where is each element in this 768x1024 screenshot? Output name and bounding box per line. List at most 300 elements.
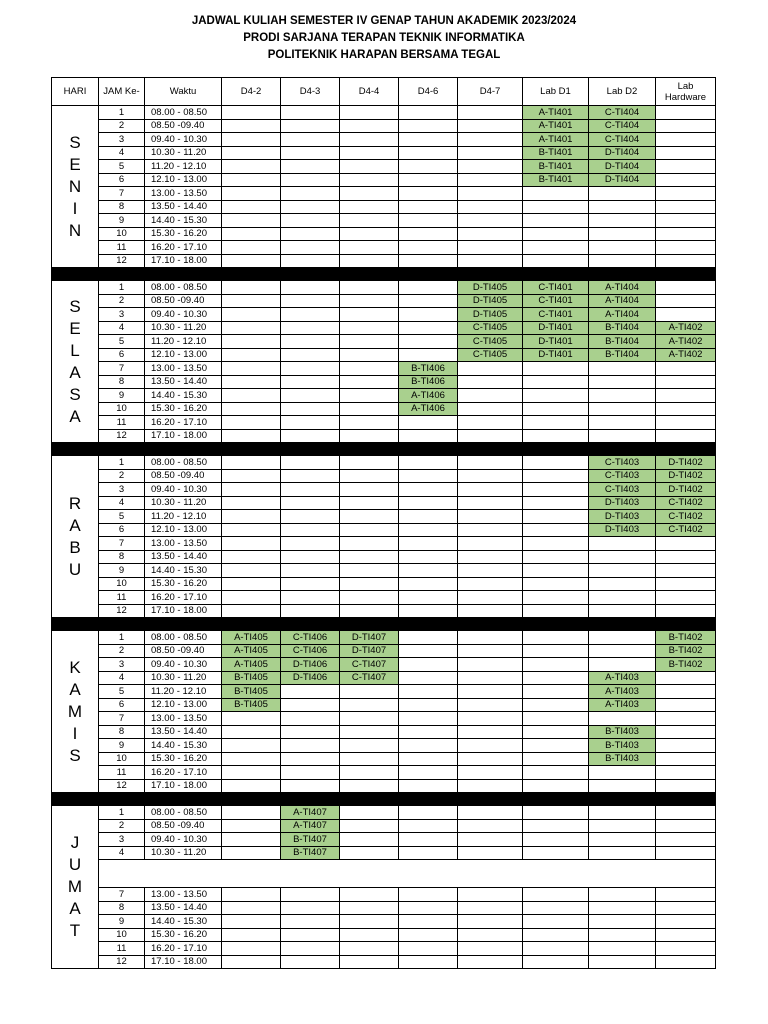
- waktu-cell: 10.30 - 11.20: [145, 146, 222, 160]
- schedule-cell: B-TI402: [656, 658, 716, 672]
- table-row: [52, 766, 716, 780]
- waktu-cell: 13.00 - 13.50: [145, 888, 222, 902]
- schedule-cell: [656, 846, 716, 860]
- day-letter: U: [68, 559, 82, 579]
- schedule-cell: [399, 819, 458, 833]
- waktu-cell: 15.30 - 16.20: [145, 752, 222, 766]
- jam-cell: 9: [99, 739, 145, 753]
- schedule-cell: [281, 241, 340, 255]
- schedule-cell: A-TI404: [589, 294, 656, 308]
- schedule-cell: [589, 214, 656, 228]
- schedule-cell: C-TI403: [589, 483, 656, 497]
- jam-cell: 5: [99, 335, 145, 349]
- schedule-cell: [281, 942, 340, 956]
- day-letter: M: [67, 701, 83, 721]
- schedule-cell: [222, 510, 281, 524]
- day-letter: N: [68, 220, 82, 240]
- schedule-cell: [458, 389, 523, 403]
- schedule-cell: [656, 698, 716, 712]
- schedule-cell: [656, 146, 716, 160]
- jam-cell: 7: [99, 888, 145, 902]
- col-header-lab-d1: Lab D1: [523, 78, 589, 106]
- table-row: [52, 321, 716, 335]
- schedule-cell: [523, 604, 589, 618]
- schedule-cell: [281, 779, 340, 793]
- schedule-cell: [656, 429, 716, 443]
- day-letter: N: [68, 176, 82, 196]
- schedule-cell: [589, 200, 656, 214]
- schedule-cell: C-TI404: [589, 106, 656, 120]
- schedule-cell: [458, 901, 523, 915]
- table-row: [52, 106, 716, 120]
- schedule-cell: [523, 389, 589, 403]
- schedule-cell: [399, 173, 458, 187]
- schedule-cell: [656, 160, 716, 174]
- schedule-cell: [656, 888, 716, 902]
- jam-cell: 10: [99, 577, 145, 591]
- schedule-cell: [222, 146, 281, 160]
- jam-cell: 11: [99, 766, 145, 780]
- col-header-lab-d2: Lab D2: [589, 78, 656, 106]
- schedule-cell: [523, 846, 589, 860]
- schedule-cell: [281, 402, 340, 416]
- waktu-cell: 16.20 - 17.10: [145, 416, 222, 430]
- schedule-cell: B-TI403: [589, 725, 656, 739]
- schedule-cell: [458, 537, 523, 551]
- schedule-cell: [399, 942, 458, 956]
- jam-cell: 5: [99, 510, 145, 524]
- schedule-cell: [399, 685, 458, 699]
- schedule-cell: [281, 955, 340, 969]
- schedule-cell: [340, 523, 399, 537]
- jam-cell: 8: [99, 550, 145, 564]
- schedule-cell: [281, 523, 340, 537]
- waktu-cell: 16.20 - 17.10: [145, 241, 222, 255]
- schedule-cell: [222, 496, 281, 510]
- day-cell-kamis: [52, 631, 99, 793]
- day-letter: E: [69, 318, 81, 338]
- day-letter: S: [69, 132, 81, 152]
- schedule-cell: [222, 254, 281, 268]
- schedule-cell: [458, 888, 523, 902]
- schedule-cell: [589, 658, 656, 672]
- schedule-cell: [281, 469, 340, 483]
- schedule-cell: [399, 335, 458, 349]
- schedule-cell: [281, 752, 340, 766]
- schedule-cell: [589, 915, 656, 929]
- schedule-cell: [222, 200, 281, 214]
- day-letter: S: [69, 296, 81, 316]
- jam-cell: 1: [99, 281, 145, 295]
- schedule-cell: [399, 915, 458, 929]
- institution-title: POLITEKNIK HARAPAN BERSAMA TEGAL: [267, 49, 501, 61]
- schedule-cell: [222, 725, 281, 739]
- schedule-cell: [281, 308, 340, 322]
- schedule-cell: [340, 766, 399, 780]
- jam-cell: 12: [99, 779, 145, 793]
- schedule-cell: [523, 955, 589, 969]
- schedule-cell: [281, 133, 340, 147]
- schedule-cell: [340, 510, 399, 524]
- schedule-cell: [281, 577, 340, 591]
- schedule-cell: D-TI402: [656, 469, 716, 483]
- empty-gap: [99, 860, 716, 888]
- schedule-cell: [340, 955, 399, 969]
- jam-cell: 12: [99, 955, 145, 969]
- schedule-cell: [399, 429, 458, 443]
- schedule-cell: C-TI405: [458, 348, 523, 362]
- schedule-cell: [222, 537, 281, 551]
- schedule-cell: D-TI406: [281, 658, 340, 672]
- schedule-cell: [281, 888, 340, 902]
- schedule-cell: B-TI404: [589, 348, 656, 362]
- schedule-cell: [340, 685, 399, 699]
- waktu-cell: 08.50 -09.40: [145, 644, 222, 658]
- schedule-cell: [458, 631, 523, 645]
- schedule-cell: [523, 806, 589, 820]
- schedule-cell: [656, 779, 716, 793]
- waktu-cell: 09.40 - 10.30: [145, 133, 222, 147]
- schedule-cell: [399, 106, 458, 120]
- separator-bar: [52, 268, 716, 281]
- schedule-cell: [222, 119, 281, 133]
- schedule-cell: [399, 752, 458, 766]
- schedule-cell: [222, 888, 281, 902]
- schedule-cell: [656, 375, 716, 389]
- schedule-cell: [340, 335, 399, 349]
- table-row: [52, 510, 716, 524]
- schedule-cell: [399, 888, 458, 902]
- table-row: [52, 483, 716, 497]
- schedule-cell: [281, 928, 340, 942]
- waktu-cell: 12.10 - 13.00: [145, 523, 222, 537]
- table-row: [52, 429, 716, 443]
- schedule-cell: [281, 604, 340, 618]
- schedule-cell: [399, 281, 458, 295]
- jam-cell: 3: [99, 658, 145, 672]
- jam-cell: 7: [99, 362, 145, 376]
- schedule-cell: C-TI405: [458, 335, 523, 349]
- schedule-cell: [589, 955, 656, 969]
- schedule-cell: [340, 294, 399, 308]
- schedule-cell: B-TI405: [222, 671, 281, 685]
- schedule-cell: [222, 281, 281, 295]
- schedule-cell: [340, 187, 399, 201]
- schedule-cell: [589, 644, 656, 658]
- schedule-cell: [340, 915, 399, 929]
- schedule-cell: A-TI407: [281, 806, 340, 820]
- schedule-cell: [656, 241, 716, 255]
- schedule-cell: [399, 133, 458, 147]
- schedule-cell: [222, 416, 281, 430]
- schedule-cell: [458, 375, 523, 389]
- header-row: [52, 78, 716, 106]
- schedule-cell: [222, 187, 281, 201]
- schedule-cell: [281, 564, 340, 578]
- schedule-cell: B-TI401: [523, 146, 589, 160]
- waktu-cell: 08.00 - 08.50: [145, 456, 222, 470]
- schedule-cell: [458, 766, 523, 780]
- schedule-cell: [656, 389, 716, 403]
- schedule-cell: [458, 846, 523, 860]
- schedule-cell: [458, 955, 523, 969]
- jam-cell: 12: [99, 604, 145, 618]
- schedule-cell: C-TI402: [656, 523, 716, 537]
- schedule-cell: [340, 564, 399, 578]
- waktu-cell: 14.40 - 15.30: [145, 564, 222, 578]
- schedule-cell: [589, 928, 656, 942]
- schedule-cell: [340, 429, 399, 443]
- day-cell-selasa: [52, 281, 99, 443]
- table-row: [52, 200, 716, 214]
- schedule-cell: [340, 254, 399, 268]
- schedule-cell: [523, 416, 589, 430]
- schedule-cell: [340, 200, 399, 214]
- schedule-cell: [340, 241, 399, 255]
- schedule-cell: [458, 429, 523, 443]
- schedule-cell: [589, 241, 656, 255]
- schedule-cell: [458, 416, 523, 430]
- schedule-cell: D-TI405: [458, 308, 523, 322]
- schedule-cell: [281, 294, 340, 308]
- schedule-cell: [399, 846, 458, 860]
- schedule-cell: C-TI407: [340, 671, 399, 685]
- schedule-cell: [340, 698, 399, 712]
- col-header-jam: JAM Ke-: [99, 78, 145, 106]
- schedule-cell: [458, 173, 523, 187]
- schedule-cell: [281, 348, 340, 362]
- jam-cell: 10: [99, 928, 145, 942]
- schedule-cell: B-TI402: [656, 644, 716, 658]
- schedule-cell: [458, 564, 523, 578]
- schedule-cell: [281, 698, 340, 712]
- table-row: [52, 685, 716, 699]
- schedule-cell: [523, 510, 589, 524]
- schedule-cell: [458, 483, 523, 497]
- schedule-cell: [656, 901, 716, 915]
- schedule-cell: B-TI403: [589, 752, 656, 766]
- schedule-cell: [399, 321, 458, 335]
- jam-cell: 5: [99, 160, 145, 174]
- jam-cell: 9: [99, 564, 145, 578]
- schedule-cell: [656, 955, 716, 969]
- schedule-cell: [340, 214, 399, 228]
- jam-cell: 4: [99, 146, 145, 160]
- day-letter: I: [72, 198, 78, 218]
- schedule-cell: [458, 550, 523, 564]
- waktu-cell: 17.10 - 18.00: [145, 604, 222, 618]
- table-row: [52, 389, 716, 403]
- schedule-cell: B-TI404: [589, 335, 656, 349]
- separator-bar: [52, 443, 716, 456]
- schedule-cell: [458, 496, 523, 510]
- schedule-cell: [589, 846, 656, 860]
- schedule-cell: [281, 200, 340, 214]
- schedule-cell: [281, 766, 340, 780]
- schedule-cell: [281, 591, 340, 605]
- schedule-cell: [589, 550, 656, 564]
- table-row: [52, 725, 716, 739]
- waktu-cell: 13.00 - 13.50: [145, 537, 222, 551]
- schedule-cell: [523, 725, 589, 739]
- schedule-cell: [340, 725, 399, 739]
- schedule-cell: D-TI407: [340, 644, 399, 658]
- schedule-cell: [399, 577, 458, 591]
- jam-cell: 2: [99, 119, 145, 133]
- schedule-cell: [222, 819, 281, 833]
- jam-cell: 1: [99, 806, 145, 820]
- schedule-cell: [458, 725, 523, 739]
- schedule-cell: [589, 888, 656, 902]
- schedule-cell: [589, 631, 656, 645]
- table-row: [52, 901, 716, 915]
- schedule-cell: C-TI403: [589, 469, 656, 483]
- schedule-cell: [340, 483, 399, 497]
- schedule-cell: [281, 214, 340, 228]
- schedule-cell: [222, 375, 281, 389]
- table-row: [52, 819, 716, 833]
- schedule-cell: [589, 254, 656, 268]
- waktu-cell: 17.10 - 18.00: [145, 955, 222, 969]
- table-row: [52, 308, 716, 322]
- schedule-cell: [399, 456, 458, 470]
- table-row: [52, 227, 716, 241]
- schedule-cell: [222, 335, 281, 349]
- schedule-cell: [281, 321, 340, 335]
- schedule-table: [51, 77, 716, 969]
- schedule-cell: B-TI406: [399, 375, 458, 389]
- table-row: [52, 402, 716, 416]
- schedule-cell: [656, 550, 716, 564]
- day-name: [52, 281, 98, 442]
- schedule-cell: A-TI405: [222, 658, 281, 672]
- schedule-cell: [399, 604, 458, 618]
- table-row: [52, 752, 716, 766]
- schedule-cell: [340, 227, 399, 241]
- schedule-cell: [281, 119, 340, 133]
- schedule-cell: D-TI401: [523, 348, 589, 362]
- schedule-cell: B-TI407: [281, 833, 340, 847]
- schedule-cell: [399, 200, 458, 214]
- schedule-cell: A-TI403: [589, 685, 656, 699]
- schedule-cell: [281, 254, 340, 268]
- schedule-cell: [340, 321, 399, 335]
- jam-cell: 6: [99, 348, 145, 362]
- schedule-cell: [399, 550, 458, 564]
- table-row: [52, 119, 716, 133]
- schedule-cell: [222, 241, 281, 255]
- schedule-cell: [589, 766, 656, 780]
- schedule-cell: [340, 942, 399, 956]
- schedule-cell: [399, 658, 458, 672]
- table-row: [52, 348, 716, 362]
- schedule-cell: [523, 241, 589, 255]
- day-letter: J: [70, 833, 80, 852]
- schedule-cell: [458, 685, 523, 699]
- schedule-cell: [589, 819, 656, 833]
- schedule-cell: [399, 712, 458, 726]
- schedule-cell: [523, 402, 589, 416]
- schedule-cell: [399, 698, 458, 712]
- schedule-cell: [222, 955, 281, 969]
- table-row: [52, 416, 716, 430]
- schedule-cell: [458, 523, 523, 537]
- schedule-cell: [656, 806, 716, 820]
- col-header-lab-hardware: Lab Hardware: [656, 78, 716, 106]
- table-row: [52, 591, 716, 605]
- schedule-cell: A-TI402: [656, 321, 716, 335]
- schedule-cell: [340, 146, 399, 160]
- jam-cell: 1: [99, 631, 145, 645]
- schedule-cell: [281, 160, 340, 174]
- jam-cell: 3: [99, 308, 145, 322]
- schedule-cell: [399, 766, 458, 780]
- schedule-cell: [222, 752, 281, 766]
- jam-cell: 9: [99, 214, 145, 228]
- schedule-cell: [523, 752, 589, 766]
- schedule-cell: [656, 564, 716, 578]
- schedule-cell: [281, 106, 340, 120]
- schedule-cell: [656, 819, 716, 833]
- schedule-cell: [399, 483, 458, 497]
- table-row: [52, 362, 716, 376]
- schedule-cell: [222, 483, 281, 497]
- schedule-cell: [523, 712, 589, 726]
- schedule-cell: [399, 214, 458, 228]
- schedule-cell: [399, 294, 458, 308]
- schedule-cell: A-TI401: [523, 106, 589, 120]
- schedule-cell: [458, 362, 523, 376]
- schedule-cell: [458, 915, 523, 929]
- schedule-cell: [656, 671, 716, 685]
- col-header-d4-3: D4-3: [281, 78, 340, 106]
- table-row: [52, 456, 716, 470]
- schedule-cell: [523, 671, 589, 685]
- schedule-cell: [656, 725, 716, 739]
- schedule-cell: [458, 671, 523, 685]
- table-row: [52, 739, 716, 753]
- schedule-cell: A-TI402: [656, 335, 716, 349]
- schedule-cell: B-TI406: [399, 362, 458, 376]
- schedule-cell: [340, 496, 399, 510]
- day-letter: R: [68, 493, 82, 513]
- schedule-cell: [340, 846, 399, 860]
- waktu-cell: 08.00 - 08.50: [145, 806, 222, 820]
- waktu-cell: 13.50 - 14.40: [145, 901, 222, 915]
- jam-cell: 12: [99, 254, 145, 268]
- table-row: [52, 294, 716, 308]
- waktu-cell: 13.50 - 14.40: [145, 725, 222, 739]
- schedule-cell: [523, 214, 589, 228]
- schedule-cell: B-TI402: [656, 631, 716, 645]
- waktu-cell: 17.10 - 18.00: [145, 254, 222, 268]
- schedule-cell: [458, 806, 523, 820]
- waktu-cell: 10.30 - 11.20: [145, 496, 222, 510]
- schedule-cell: [222, 106, 281, 120]
- jam-cell: 7: [99, 537, 145, 551]
- schedule-cell: [458, 146, 523, 160]
- table-row: [52, 133, 716, 147]
- schedule-cell: C-TI401: [523, 308, 589, 322]
- schedule-cell: [656, 766, 716, 780]
- schedule-cell: [458, 254, 523, 268]
- day-name: [52, 806, 98, 968]
- schedule-cell: A-TI403: [589, 671, 656, 685]
- schedule-cell: [458, 833, 523, 847]
- schedule-cell: [458, 119, 523, 133]
- schedule-cell: [523, 254, 589, 268]
- schedule-cell: [656, 254, 716, 268]
